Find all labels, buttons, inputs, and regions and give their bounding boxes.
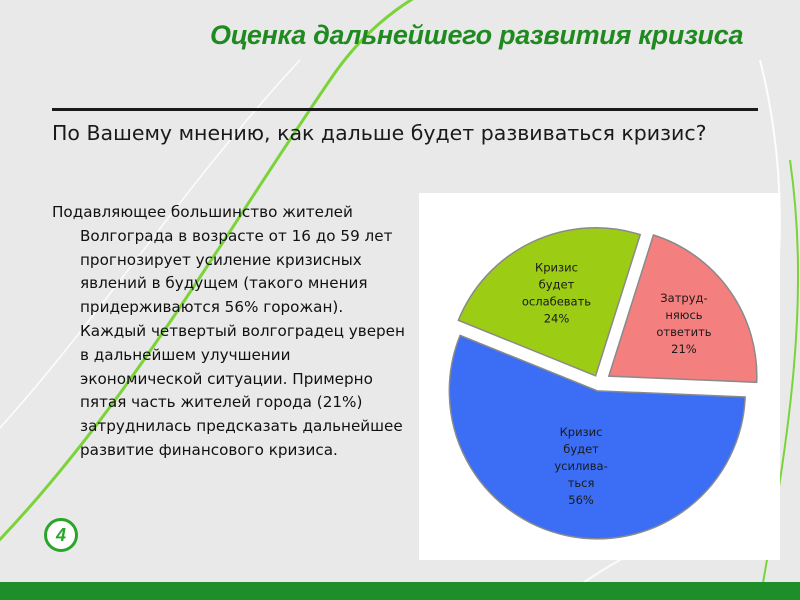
slice-label: няюсь: [665, 307, 703, 322]
slide-title: Оценка дальнейшего развития кризиса: [210, 20, 744, 50]
pie-chart-panel: [419, 193, 780, 560]
body-paragraph: Подавляющее большинство жителей Волгограда в возрасте от 16 до 59 лет прогнозирует усиление кризисных явлений в будущем (такого мнения придерживаются 56% горожан). Каждый четвертый волгоградец уверен в дальнейшем улучшении экономической ситуации. Примерно пятая часть жителей города (21%) затруднилась предсказать дальнейшее развитие финансового кризиса.: [52, 203, 405, 459]
survey-question: По Вашему мнению, как дальше будет развиваться кризис?: [52, 121, 707, 145]
slice-label: усилива-: [554, 459, 608, 474]
slice-label: Затруд-: [660, 290, 708, 305]
slice-label: Кризис: [559, 425, 603, 440]
slice-label: 21%: [671, 341, 697, 356]
slice-label: Кризис: [535, 260, 578, 275]
slice-label: будет: [563, 442, 599, 457]
page-number-badge: 4: [44, 518, 78, 552]
slice-label: будет: [538, 277, 575, 292]
slice-label: ослабевать: [521, 294, 592, 309]
bottom-bar: [0, 582, 800, 600]
slice-label: ответить: [656, 324, 712, 339]
title-divider: [52, 108, 758, 111]
slice-label: 24%: [543, 311, 570, 326]
slice-label: 56%: [568, 493, 594, 508]
slice-label: ться: [567, 476, 595, 491]
pie-chart: [419, 193, 780, 560]
body-text: [52, 201, 412, 463]
